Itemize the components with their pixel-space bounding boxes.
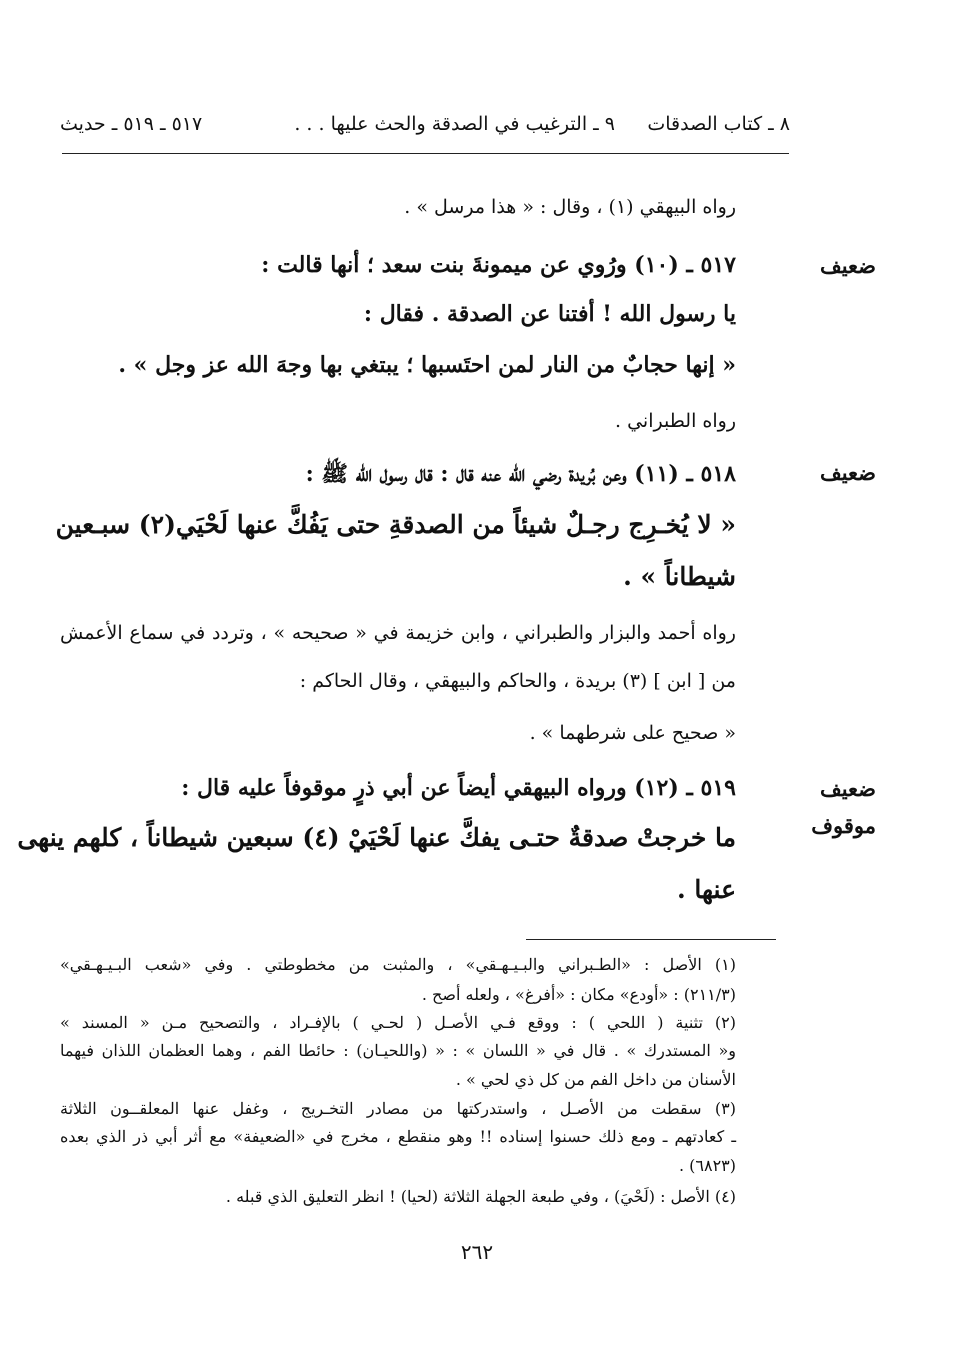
footnote-line: (٣) سقطت من الأصـل ، واستدركتها من مصادر التخـريج ، وغفل عنها المعلقــون الثلاثة: [60, 1099, 736, 1118]
hadith-518-source-1: رواه أحمد والبزار والطبراني ، وابن خزيمة في « صحيحه » ، وتردد في سماع الأعمش: [60, 622, 736, 644]
footnote-divider: [526, 939, 776, 940]
hadith-519-line-1: ٥١٩ ـ (١٢) ورواه البيهقي أيضاً عن أبي ذرٍ موقوفاً عليه قال :: [181, 775, 736, 801]
grade-518: ضعيف: [819, 460, 876, 485]
hadith-518-line-2: « لا يُخـرِج رجـلٌ شيئاً من الصدقةِ حتى يَفُكَّ عنها لَحْيَي(٢) سبـعين: [55, 510, 736, 539]
footnote-line: (٢١١/٣) : «أودع» مكان : «أفرغ» ، ولعله أصح .: [421, 985, 736, 1004]
grade-519-line-1: ضعيف: [819, 776, 876, 801]
hadith-517-line-3: « إنها حجابٌ من النار لمن احتَسبها ؛ يبتغي بها وجهَ الله عز وجل » .: [118, 352, 736, 378]
footnote-line: و« المستدرك » . قال في « اللسان » : « (واللحيـان) : حائطا الفم ، وهما العظمان اللذان فيهما: [60, 1041, 736, 1060]
footnote-line: (٤) الأصل : (لَحْيَ) ، وفي طبعة الجهلة الثلاثة (لحيا) ! انظر التعليق الذي قبله .: [225, 1187, 736, 1206]
page-number: ٢٦٢: [460, 1240, 494, 1264]
footnote-line: (١) الأصل : «الطـبراني والبـيـهـقي» ، والمثبت من مخطوطتي . وفي «شعب البـيـهـقي»: [60, 955, 736, 974]
hadith-519-line-3: عنها .: [676, 875, 736, 904]
hadith-range: ٥١٧ ـ ٥١٩ ـ حديث: [60, 113, 203, 135]
hadith-518-line-3: شيطاناً » .: [623, 562, 736, 591]
hadith-518-line-1: ٥١٨ ـ (١١) وعن بُريدة رضي الله عنه قال : قال رسول الله ﷺ :: [305, 461, 736, 487]
running-header: [60, 106, 790, 142]
hadith-518-source-2: من [ ابن ] (٣) بريدة ، والحاكم والبيهقي ، وقال الحاكم :: [299, 670, 736, 692]
hadith-518-source-3: « صحيح على شرطهما » .: [529, 722, 736, 744]
grade-517: ضعيف: [819, 253, 876, 278]
intro-line: رواه البيهقي (١) ، وقال : « هذا مرسل » .: [404, 196, 736, 218]
hadith-517-source: رواه الطبراني .: [615, 410, 736, 432]
section-title: ٩ ـ الترغيب في الصدقة والحث عليها . . .: [294, 113, 615, 135]
chapter-title: ٨ ـ كتاب الصدقات: [647, 113, 790, 135]
footnote-line: (٢) تثنية ( اللحي ) : ووقع فـي الأصـل ( لحـي ) بالإفـراد ، والتصحيح مـن « المسند »: [60, 1013, 736, 1032]
footnote-line: ـ كعادتهم ـ ومع ذلك حسنوا إسناده !! وهو منقطع ، مخرج في «الضعيفة» مع أثر أبي ذر الذي بعده: [60, 1127, 736, 1146]
hadith-517-line-2: يا رسول الله ! أفتنا عن الصدقة . فقال :: [363, 301, 736, 327]
grade-519-line-2: موقوف: [811, 813, 876, 838]
header-divider: [62, 153, 789, 154]
footnote-line: (٦٨٢٣) .: [678, 1156, 736, 1175]
footnote-line: الأسنان من داخل الفم من كل ذي لحي » .: [455, 1070, 736, 1089]
hadith-517-line-1: ٥١٧ ـ (١٠) ورُوي عن ميمونةَ بنت سعد ؛ أنها قالت :: [261, 252, 736, 278]
hadith-519-line-2: ما خرجتْ صدقةٌ حتـى يفكَّ عنها لَحْيَيْ (٤) سبعين شيطاناً ، كلهم ينهى: [17, 823, 736, 852]
